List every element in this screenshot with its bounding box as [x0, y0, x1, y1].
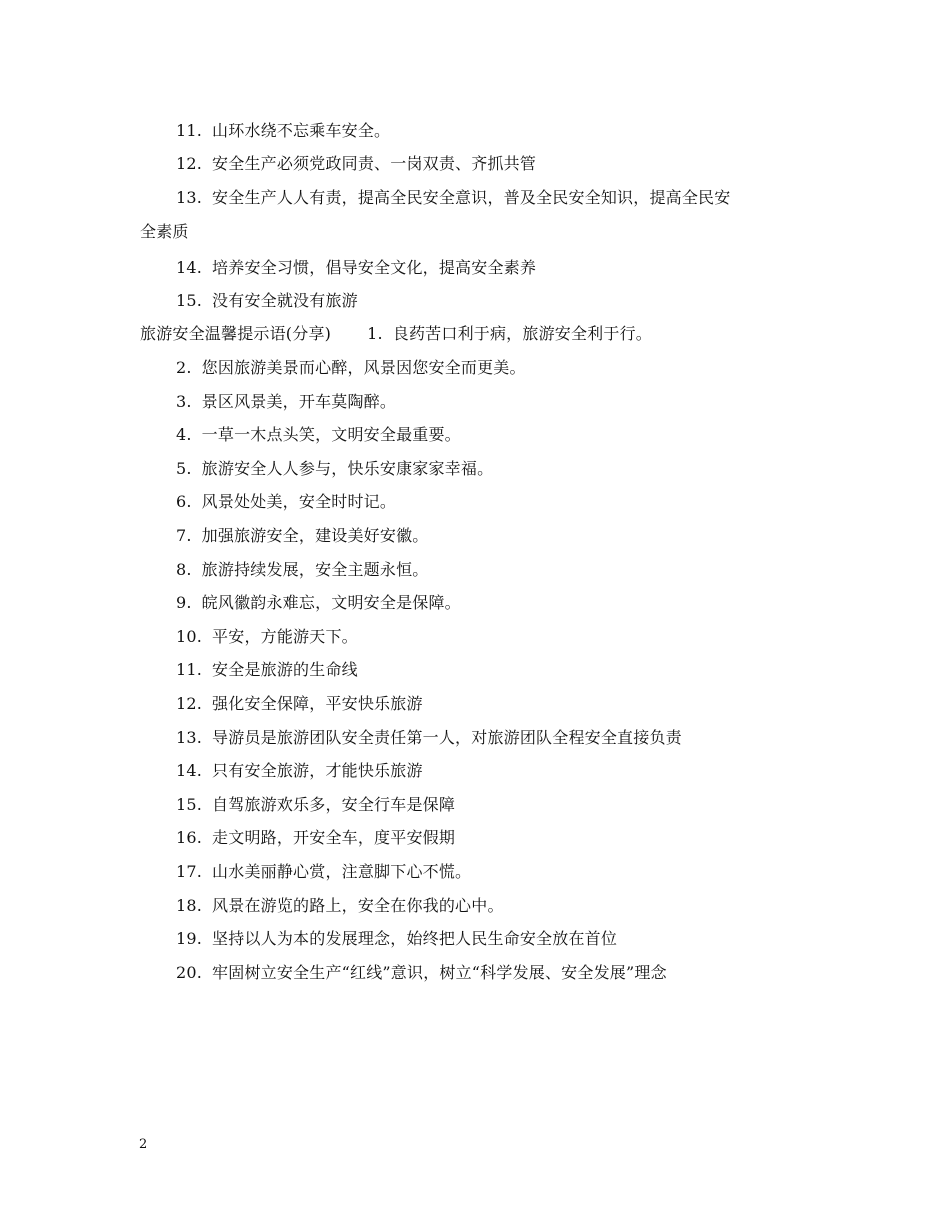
- item-text: 全素质: [140, 222, 189, 241]
- list-item: [176, 827, 455, 849]
- item-text: 旅游安全人人参与，快乐安康家家幸福。: [201, 459, 494, 478]
- item-text: 培养安全习惯，倡导安全文化，提高安全素养: [212, 258, 537, 277]
- page-number: 2: [139, 1137, 148, 1152]
- section-heading: 旅游安全温馨提示语(分享): [140, 324, 332, 343]
- item-number: 14.: [176, 258, 203, 277]
- item-text: 导游员是旅游团队安全责任第一人，对旅游团队全程安全直接负责: [212, 728, 682, 747]
- item-text: 只有安全旅游，才能快乐旅游: [212, 761, 423, 780]
- item-number: 5.: [176, 459, 192, 478]
- item-text: 山水美丽静心赏，注意脚下心不慌。: [212, 862, 472, 881]
- item-text: 安全生产必须党政同责、一岗双责、齐抓共管: [212, 154, 537, 173]
- list-item: [176, 559, 428, 581]
- list-item: [176, 861, 471, 883]
- item-text: 风景处处美，安全时时记。: [201, 492, 397, 511]
- item-number: 3.: [176, 392, 192, 411]
- item-number: 15.: [176, 291, 203, 310]
- list-item: [176, 357, 526, 379]
- item-text: 牢固树立安全生产“红线”意识，树立“科学发展、安全发展”理念: [212, 963, 667, 982]
- item-number: 13.: [176, 728, 203, 747]
- list-item: [176, 491, 396, 513]
- list-item: [176, 626, 358, 648]
- item-text: 良药苦口利于病，旅游安全利于行。: [392, 324, 652, 343]
- item-text: 安全生产人人有责，提高全民安全意识，普及全民安全知识，提高全民安: [212, 188, 731, 207]
- list-item: [176, 962, 667, 984]
- item-number: 11.: [176, 121, 203, 140]
- item-text: 旅游持续发展，安全主题永恒。: [201, 560, 429, 579]
- item-number: 11.: [176, 660, 203, 679]
- section-heading-line: [140, 323, 652, 345]
- item-number: 4.: [176, 425, 192, 444]
- item-number: 7.: [176, 526, 192, 545]
- list-item: [176, 592, 461, 614]
- item-text: 皖风徽韵永难忘，文明安全是保障。: [201, 593, 461, 612]
- item-text: 走文明路，开安全车，度平安假期: [212, 828, 456, 847]
- list-item: [176, 727, 682, 749]
- list-item: [176, 120, 390, 142]
- item-text: 强化安全保障，平安快乐旅游: [212, 694, 423, 713]
- item-text: 坚持以人为本的发展理念，始终把人民生命安全放在首位: [212, 929, 618, 948]
- list-item: [176, 693, 423, 715]
- item-number: 2.: [176, 358, 192, 377]
- item-text: 自驾旅游欢乐多，安全行车是保障: [212, 795, 456, 814]
- item-text: 风景在游览的路上，安全在你我的心中。: [212, 896, 504, 915]
- item-number: 17.: [176, 862, 203, 881]
- item-number: 12.: [176, 694, 203, 713]
- item-text: 一草一木点头笑，文明安全最重要。: [201, 425, 461, 444]
- item-number: 14.: [176, 761, 203, 780]
- list-item: [176, 458, 493, 480]
- list-item: [176, 153, 536, 175]
- item-number: 13.: [176, 188, 203, 207]
- item-number: 10.: [176, 627, 203, 646]
- list-item: [176, 760, 423, 782]
- item-text: 山环水绕不忘乘车安全。: [212, 121, 391, 140]
- item-number: 16.: [176, 828, 203, 847]
- item-text: 您因旅游美景而心醉，风景因您安全而更美。: [201, 358, 526, 377]
- item-number: 6.: [176, 492, 192, 511]
- item-number: 15.: [176, 795, 203, 814]
- list-item: [176, 659, 358, 681]
- item-text: 平安，方能游天下。: [212, 627, 358, 646]
- item-number: 19.: [176, 929, 203, 948]
- list-item: [176, 257, 536, 279]
- list-item: [176, 424, 461, 446]
- item-number: 1.: [367, 324, 383, 343]
- list-item: [176, 187, 730, 209]
- item-text: 景区风景美，开车莫陶醉。: [201, 392, 397, 411]
- item-number: 12.: [176, 154, 203, 173]
- item-text: 加强旅游安全，建设美好安徽。: [201, 526, 429, 545]
- list-item: [176, 290, 358, 312]
- item-number: 9.: [176, 593, 192, 612]
- list-item: [176, 895, 504, 917]
- list-item: [176, 391, 396, 413]
- item-number: 18.: [176, 896, 203, 915]
- item-text: 安全是旅游的生命线: [212, 660, 358, 679]
- list-item: [176, 525, 428, 547]
- item-number: 8.: [176, 560, 192, 579]
- list-item-continuation: [140, 221, 189, 243]
- list-item: [176, 794, 455, 816]
- item-number: 20.: [176, 963, 203, 982]
- list-item: [176, 928, 617, 950]
- item-text: 没有安全就没有旅游: [212, 291, 358, 310]
